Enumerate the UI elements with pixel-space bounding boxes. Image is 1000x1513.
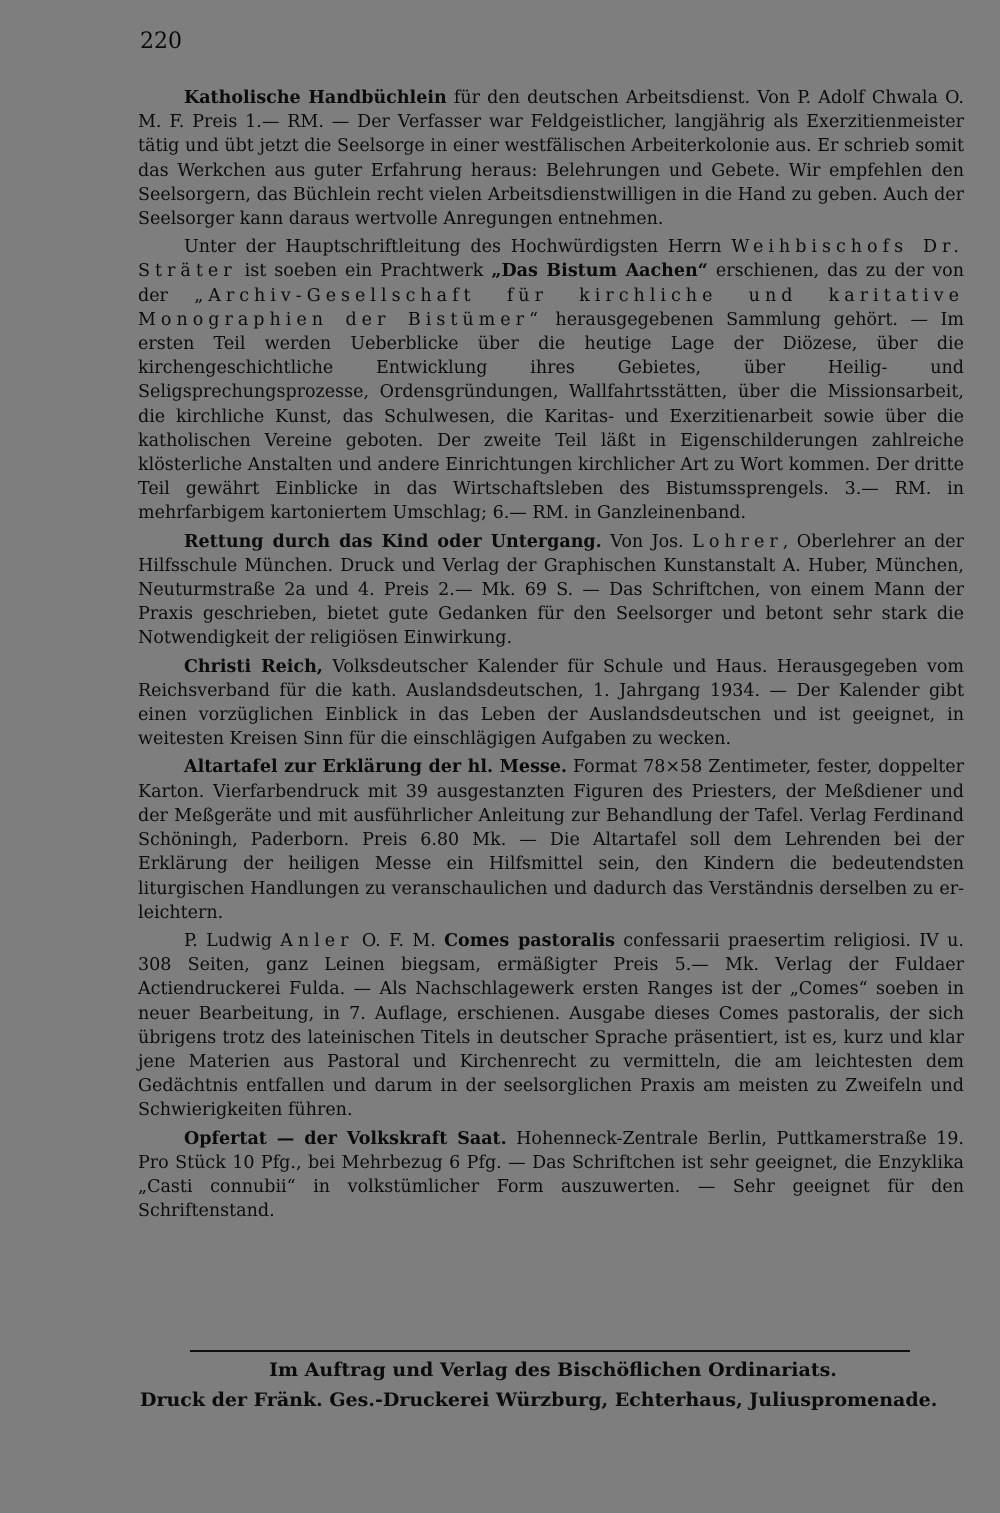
entry-text: Hohenneck-Zentrale Berlin, Puttkamerstraße 19. Pro Stück 10 Pfg., bei Mehrbezug 6 Pfg. — Das Schriftchen ist sehr geeignet, die Enzyklika „Casti connubii“ in volkstümlicher Form auszuwerten. — Sehr geeignet für den Schriftenstand.	[138, 1128, 964, 1222]
author-spaced: Anler	[280, 930, 354, 951]
entry-text: confessarii praesertim religiosi. IV u. 308 Seiten, ganz Leinen biegsam, ermäßigter Preis 5.— Mk. Verlag der Fuldaer Actiendruckerei Fulda. — Als Nachschlagewerk ersten Ranges ist der „Comes“ soeben in neuer Bearbeitung, in 7. Auflage, erschienen. Ausgabe dieses Comes pastoralis, der sich übrigens trotz des lateinischen Titels in deutscher Sprache präsentiert, ist es, kurz und klar jene Materien aus Pastoral und Kirchenrecht zu vermitteln, die am leichtesten dem Gedächtnis entfallen und darum in der seelsorglichen Praxis am meisten zu Zweifeln und Schwierigkeiten führen.	[138, 930, 964, 1121]
review-entry-altartafel	[138, 755, 964, 924]
entry-text: erschienen, das zu der von der	[138, 261, 964, 306]
entry-text: Unter der Hauptschriftleitung des Hochwürdigsten Herrn	[184, 237, 722, 258]
page-number: 220	[140, 29, 182, 54]
entry-text: ist soeben ein Prachtwerk	[244, 261, 484, 282]
entry-text: Format 78×58 Zentimeter, fester, doppelter Karton. Vierfarbendruck mit 39 ausgestanzten Figuren des Priesters, der Meßdiener und der Meßgeräte und mit ausführlicher Anleitung zur Behandlung der Tafel. Verlag Ferdinand Schöningh, Paderborn. Preis 6.80 Mk. — Die Altartafel soll dem Lehrenden bei der Erklärung der heiligen Messe ein Hilfsmittel sein, den Kindern die bedeutendsten liturgischen Handlungen zu veranschaulichen und dadurch das Verständnis derselben zu erleichtern.	[138, 757, 964, 923]
imprint-line-printer: Druck der Fränk. Ges.-Druckerei Würzburg, Echterhaus, Juliuspromenade.	[140, 1389, 938, 1411]
entry-title: „Das Bistum Aachen“	[491, 261, 708, 282]
footer-divider	[190, 1350, 910, 1352]
series-spaced: „Archiv-Gesellschaft für kirchliche und karitative Monographien der Bistümer“	[138, 285, 964, 330]
entry-title: Comes pastoralis	[444, 930, 615, 951]
imprint-line-publisher: Im Auftrag und Verlag des Bischöflichen Ordinariats.	[269, 1359, 837, 1381]
author-spaced: Weihbischofs Dr. Sträter	[138, 237, 964, 282]
entry-title: Katholische Handbüchlein	[184, 88, 447, 108]
review-entry-comes-pastoralis	[138, 929, 964, 1123]
review-entry-christi-reich	[138, 655, 964, 752]
author-spaced: Lohrer	[692, 531, 783, 552]
review-entry-bistum-aachen	[138, 235, 964, 525]
entry-title: Rettung durch das Kind oder Untergang.	[184, 531, 602, 552]
entry-title: Altartafel zur Erklärung der hl. Messe.	[184, 757, 568, 778]
review-entry-rettung	[138, 530, 964, 651]
entry-text: für den deutschen Arbeitsdienst. Von P. Adolf Chwala O. M. F. Preis 1.— RM. — Der Verfasser war Feldgeistlicher, langjährig als Exerzitienmeister tätig und übt jetzt die Seelsorge in einer westfälischen Arbeiterkolonie aus. Er schrieb somit das Werkchen aus guter Erfahrung heraus: Belehrungen und Gebete. Wir empfehlen den Seelsorgern, das Büchlein recht vielen Arbeitsdienstwilligen in die Hand zu geben. Auch der Seelsorger kann daraus wertvolle Anregungen entnehmen.	[138, 88, 964, 230]
entry-text: Volksdeutscher Kalender für Schule und Haus. Herausgegeben vom Reichsverband für die kath. Auslandsdeutschen, 1. Jahrgang 1934. — Der Kalender gibt einen vorzüglichen Einblick in das Leben der Auslandsdeutschen und ist geeignet, in weitesten Kreisen Sinn für die einschlägigen Aufgaben zu wecken.	[138, 656, 964, 750]
entry-text: Von Jos.	[610, 531, 684, 552]
entry-text: , Oberlehrer an der Hilfsschule München. Druck und Verlag der Graphischen Kunstanstalt A. Huber, München, Neuturmstraße 2a und 4. Preis 2.— Mk. 69 S. — Das Schriftchen, von einem Mann der Praxis geschrieben, bietet gute Gedanken für den Seelsorger und betont sehr stark die Notwendigkeit der religiösen Einwirkung.	[138, 531, 964, 649]
review-column	[138, 86, 964, 1227]
entry-title: Opfertat — der Volkskraft Saat.	[184, 1128, 507, 1149]
entry-title: Christi Reich,	[184, 656, 323, 677]
entry-text: O. F. M.	[361, 930, 436, 951]
entry-text: P. Ludwig	[184, 930, 272, 951]
review-entry-handbuechlein	[138, 86, 964, 231]
entry-text: herausgegebenen Sammlung gehört. — Im ersten Teil werden Ueberblicke über die heutige Lage der Diözese, über die kirchengeschichtliche Entwicklung ihres Gebietes, über Heilig- und Seligsprechungsprozesse, Ordensgründungen, Wallfahrtsstätten, über die Missionsarbeit, die kirchliche Kunst, das Schulwesen, die Karitas- und Exerzitienarbeit sowie über die katholischen Vereine geboten. Der zweite Teil läßt in Eigenschilderungen zahlreiche klösterliche Anstalten und andere Einrichtungen kirchlicher Art zu Wort kommen. Der dritte Teil gewährt Einblicke in das Wirtschaftsleben des Bistumssprengels. 3.— RM. in mehrfarbigem kartoniertem Umschlag; 6.— RM. in Ganzleinenband.	[138, 309, 964, 524]
review-entry-opfertat	[138, 1127, 964, 1224]
